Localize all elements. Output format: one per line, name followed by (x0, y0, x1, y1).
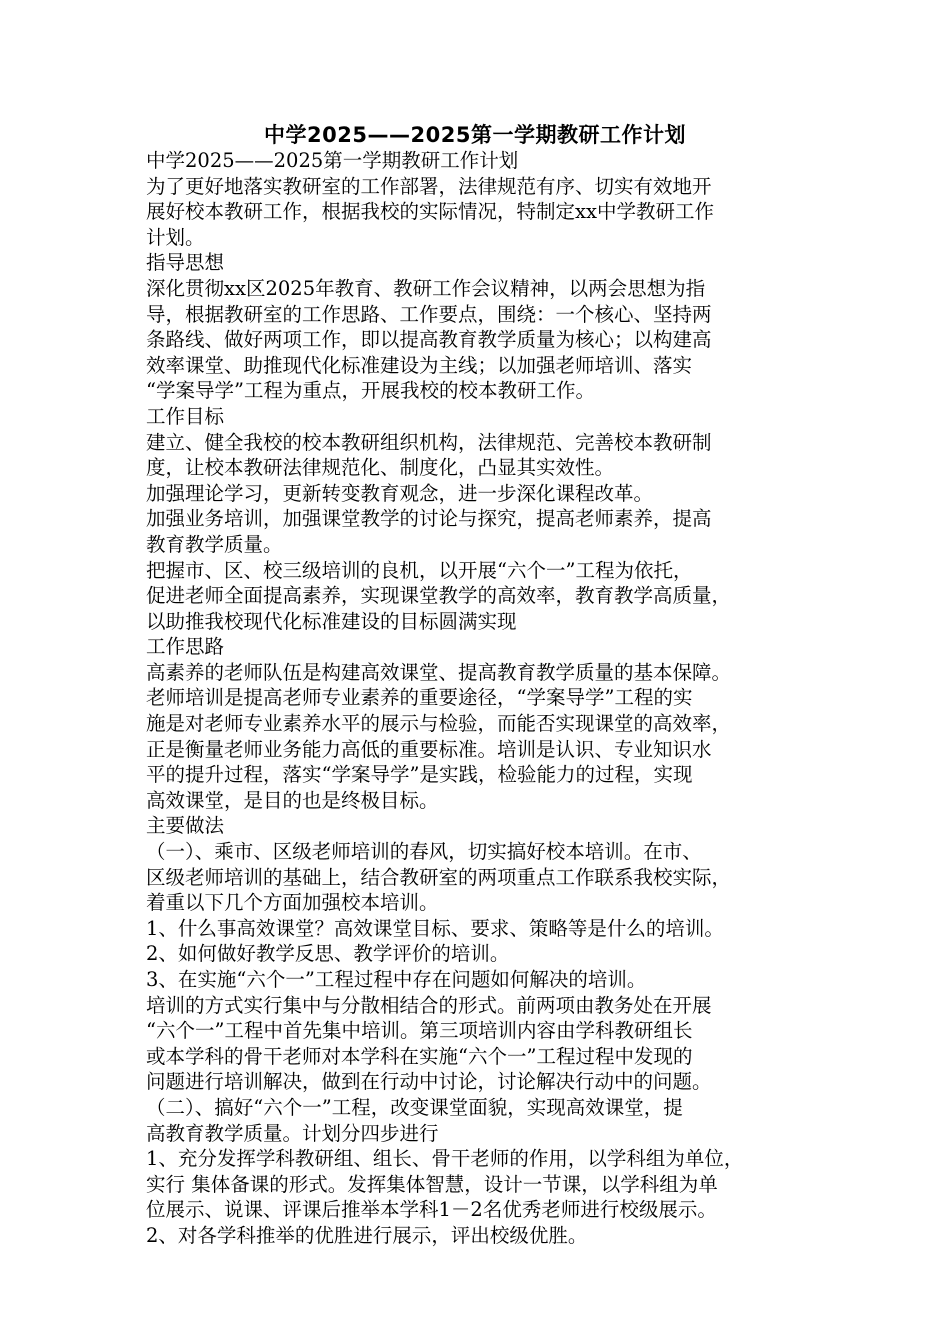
text-line: 计划。 (146, 225, 205, 249)
text-line: 问题进行培训解决，做到在行动中讨论，讨论解决行动中的问题。 (146, 1070, 712, 1094)
text-line: 1、什么事高效课堂？高效课堂目标、要求、策略等是什么的培训。 (146, 916, 724, 940)
text-line: “六个一”工程中首先集中培训。第三项培训内容由学科教研组长 (146, 1019, 693, 1043)
text-line: 把握市、区、校三级培训的良机，以开展“六个一”工程为依托， (146, 558, 693, 582)
text-line: 促进老师全面提高素养，实现课堂教学的高效率，教育教学高质量， (146, 584, 732, 608)
text-line: “学案导学”工程为重点，开展我校的校本教研工作。 (146, 379, 595, 403)
text-line: 2、对各学科推举的优胜进行展示，评出校级优胜。 (146, 1223, 588, 1247)
text-line: 加强理论学习，更新转变教育观念，进一步深化课程改革。 (146, 481, 654, 505)
text-line: 建立、健全我校的校本教研组织机构，法律规范、完善校本教研制 (146, 430, 712, 454)
text-line: 度，让校本教研法律规范化、制度化，凸显其实效性。 (146, 456, 615, 480)
text-line: 着重以下几个方面加强校本培训。 (146, 891, 439, 915)
text-line: 指导思想 (146, 251, 225, 275)
text-line: 为了更好地落实教研室的工作部署，法律规范有序、切实有效地开 (146, 174, 712, 198)
text-line: 区级老师培训的基础上，结合教研室的两项重点工作联系我校实际， (146, 865, 732, 889)
text-line: 正是衡量老师业务能力高低的重要标准。培训是认识、专业知识水 (146, 737, 712, 761)
text-line: 3、在实施“六个一”工程过程中存在问题如何解决的培训。 (146, 968, 647, 991)
text-line: 2、如何做好教学反思、教学评价的培训。 (146, 942, 510, 966)
text-line: 施是对老师专业素养水平的展示与检验，而能否实现课堂的高效率， (146, 712, 732, 736)
text-line: 教育教学质量。 (146, 532, 283, 556)
text-line: 平的提升过程，落实“学案导学”是实践，检验能力的过程，实现 (146, 763, 693, 787)
text-line: 工作思路 (146, 635, 225, 659)
text-line: 或本学科的骨干老师对本学科在实施“六个一”工程过程中发现的 (146, 1044, 693, 1068)
text-line: 条路线、做好两项工作，即以提高教育教学质量为核心；以构建高 (146, 328, 712, 352)
text-line: （一）、乘市、区级老师培训的春风，切实搞好校本培训。在市、 (146, 840, 702, 864)
document-title: 中学2025——2025第一学期教研工作计划 (264, 123, 686, 147)
text-line: 展好校本教研工作，根据我校的实际情况，特制定xx中学教研工作 (146, 200, 714, 224)
text-line: 高教育教学质量。计划分四步进行 (146, 1121, 439, 1145)
text-line: 实行 集体备课的形式。发挥集体智慧，设计一节课，以学科组为单 (146, 1172, 718, 1196)
text-line: 主要做法 (146, 814, 225, 838)
text-line: 中学2025——2025第一学期教研工作计划 (146, 149, 519, 172)
text-line: 老师培训是提高老师专业素养的重要途径，“学案导学”工程的实 (146, 686, 693, 710)
text-line: 加强业务培训，加强课堂教学的讨论与探究，提高老师素养，提高 (146, 507, 712, 531)
text-line: 高效课堂，是目的也是终极目标。 (146, 788, 439, 812)
text-line: 培训的方式实行集中与分散相结合的形式。前两项由教务处在开展 (146, 993, 712, 1017)
text-line: 工作目标 (146, 404, 225, 428)
document-body (146, 148, 816, 1249)
text-line: 1、充分发挥学科教研组、组长、骨干老师的作用，以学科组为单位， (146, 1147, 744, 1171)
text-line: 深化贯彻xx区2025年教育、教研工作会议精神，以两会思想为指 (146, 276, 706, 300)
text-line: 高素养的老师队伍是构建高效课堂、提高教育教学质量的基本保障。 (146, 660, 732, 684)
text-line: 导，根据教研室的工作思路、工作要点，围绕：一个核心、坚持两 (146, 302, 712, 326)
text-line: 位展示、说课、评课后推举本学科1－2名优秀老师进行校级展示。 (146, 1198, 717, 1222)
text-line: （二）、搞好“六个一”工程，改变课堂面貌，实现高效课堂，提 (146, 1095, 683, 1119)
text-line: 以助推我校现代化标准建设的目标圆满实现 (146, 609, 517, 633)
text-line: 效率课堂、助推现代化标准建设为主线；以加强老师培训、落实 (146, 353, 693, 377)
